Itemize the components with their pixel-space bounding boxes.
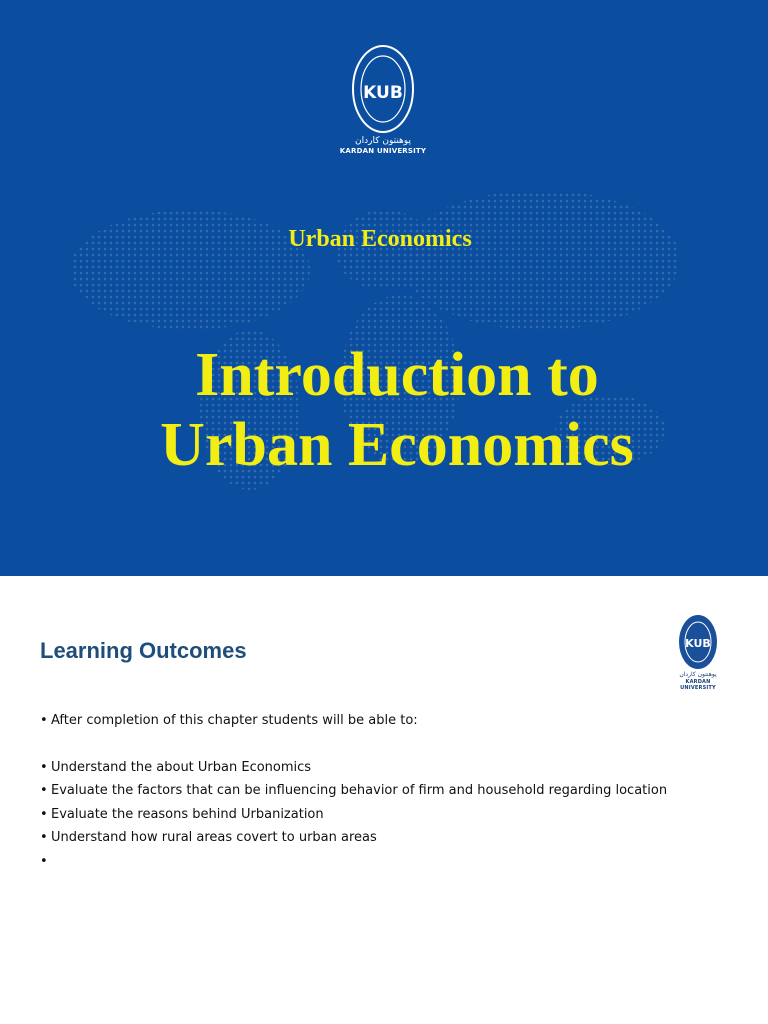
university-name-english: KARDAN UNIVERSITY xyxy=(339,147,427,155)
university-name-english: KARDAN UNIVERSITY xyxy=(680,679,716,691)
outcome-item: • Understand how rural areas covert to urban areas xyxy=(40,826,667,850)
presentation-title xyxy=(0,340,768,480)
university-emblem-icon xyxy=(351,44,415,134)
title-line-1: Introduction to xyxy=(195,341,599,409)
university-name-farsi: پوهنتون کاردان xyxy=(679,671,717,678)
title-line-2: Urban Economics xyxy=(160,411,634,479)
university-logo-small xyxy=(668,614,728,691)
university-emblem-icon xyxy=(678,614,718,670)
emblem-letters: KUB xyxy=(685,637,711,650)
emblem-letters: KUB xyxy=(363,83,403,103)
section-heading: Learning Outcomes xyxy=(40,638,247,663)
outcome-item-empty xyxy=(40,850,667,874)
outcome-item: • Evaluate the reasons behind Urbanization xyxy=(40,803,667,827)
outcome-item: • Understand the about Urban Economics xyxy=(40,756,667,780)
intro-item: • After completion of this chapter students will be able to: xyxy=(40,709,667,733)
course-name: Urban Economics xyxy=(288,226,472,252)
learning-outcomes-slide xyxy=(0,576,768,1024)
university-logo xyxy=(333,44,433,156)
outcomes-list xyxy=(40,709,667,873)
university-name-farsi: پوهنتون کاردان xyxy=(355,136,411,146)
outcome-item: • Evaluate the factors that can be influencing behavior of firm and household regarding location xyxy=(40,779,667,803)
